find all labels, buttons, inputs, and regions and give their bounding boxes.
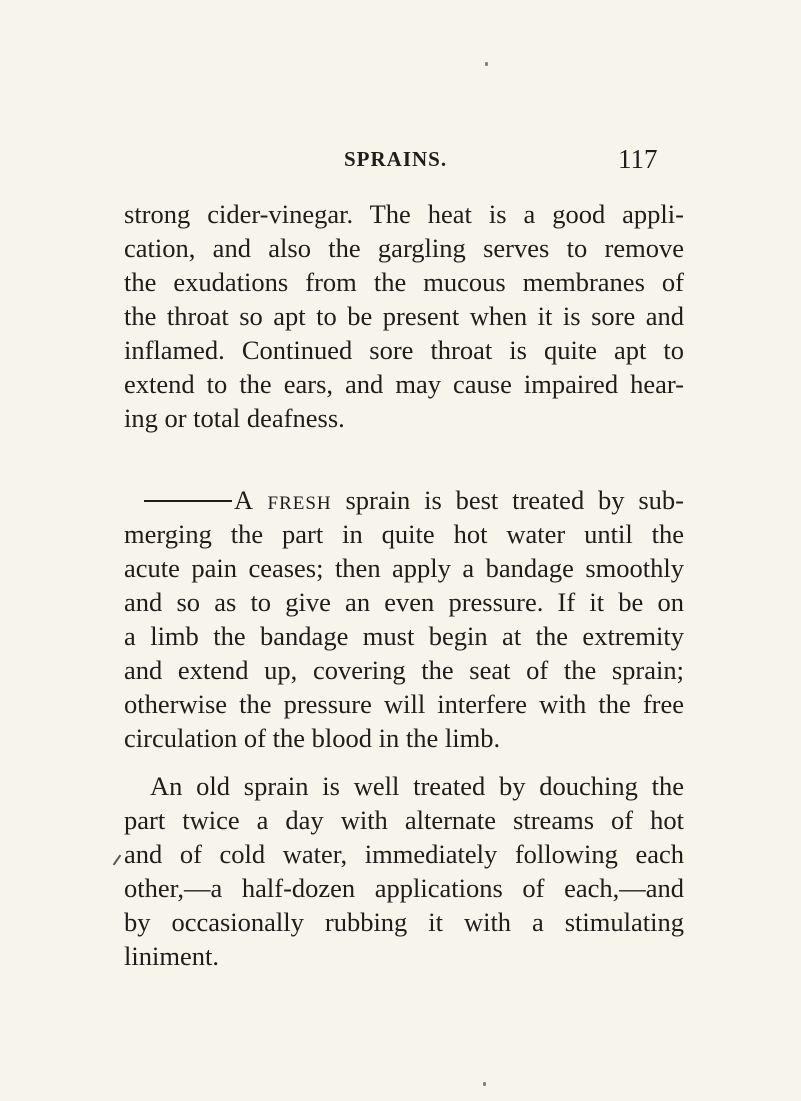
paragraph-opening-line: An old sprain is well treated by douching the (150, 771, 684, 801)
text-line: liniment. (124, 941, 219, 971)
opening-line-rest: sprain is best treated by sub- (331, 485, 684, 515)
text-line: circulation of the blood in the limb. (124, 723, 501, 753)
text-line: acute pain ceases; then apply a bandage smoothly (124, 553, 684, 583)
text-line: merging the part in quite hot water until the (124, 519, 684, 549)
ink-speck (483, 1082, 486, 1086)
ink-speck (485, 62, 488, 66)
text-line: otherwise the pressure will interfere with the free (124, 689, 684, 719)
page-number: 117 (618, 144, 658, 174)
text-line: strong cider-vinegar. The heat is a good appli- (124, 199, 684, 229)
text-line: cation, and also the gargling serves to remove (124, 233, 684, 263)
lead-in-smallcaps: A fresh (234, 485, 332, 515)
text-line: the throat so apt to be present when it is sore and (124, 301, 684, 331)
em-dash-rule (144, 500, 232, 502)
text-line: and so as to give an even pressure. If it be on (124, 587, 684, 617)
text-line: inflamed. Continued sore throat is quite apt to (124, 335, 684, 365)
text-line: ing or total deafness. (124, 403, 345, 433)
text-line: by occasionally rubbing it with a stimulating (124, 907, 684, 937)
chapter-title: SPRAINS. (344, 147, 448, 171)
running-head (0, 144, 801, 174)
text-line: and of cold water, immediately following each (124, 839, 684, 869)
margin-mark (113, 855, 122, 866)
text-line: part twice a day with alternate streams of hot (124, 805, 684, 835)
text-line: the exudations from the mucous membranes of (124, 267, 684, 297)
text-line: and extend up, covering the seat of the sprain; (124, 655, 684, 685)
text-line: a limb the bandage must begin at the extremity (124, 621, 684, 651)
paragraph-opening-line (124, 483, 684, 517)
text-line: extend to the ears, and may cause impaired hear- (124, 369, 684, 399)
text-line: other,—a half-dozen applications of each,—and (124, 873, 684, 903)
